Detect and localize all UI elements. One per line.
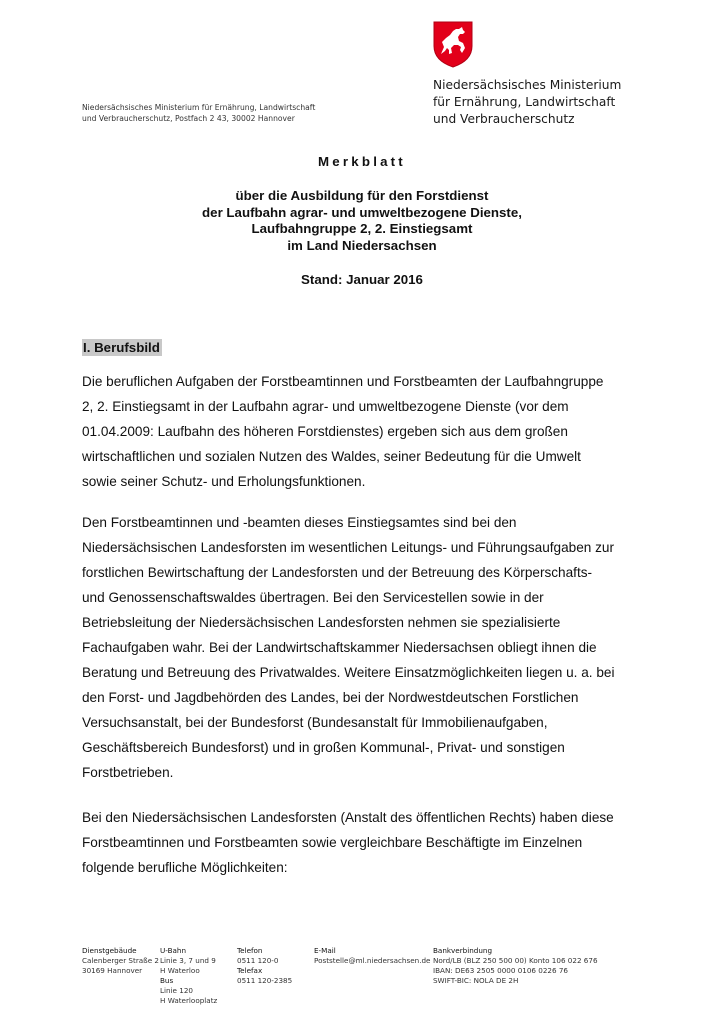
footer-heading: Bus	[160, 976, 174, 985]
sender-line: Niedersächsisches Ministerium für Ernährung, Landwirtschaft	[82, 103, 316, 112]
footer-line: SWIFT-BIC: NOLA DE 2H	[433, 976, 519, 985]
text-line: Geschäftsbereich Bundesforst) und in großen Kommunal-, Privat- und sonstigen	[82, 740, 565, 755]
footer-heading: Dienstgebäude	[82, 946, 137, 955]
text-line: Die beruflichen Aufgaben der Forstbeamtinnen und Forstbeamten der Laufbahngruppe	[82, 374, 604, 389]
document-title: Merkblatt	[318, 154, 406, 169]
ministry-line: für Ernährung, Landwirtschaft	[433, 95, 616, 109]
footer-building	[82, 946, 159, 976]
footer-line: Linie 3, 7 und 9	[160, 956, 216, 965]
ministry-name	[433, 77, 621, 128]
footer-line: IBAN: DE63 2505 0000 0106 0226 76	[433, 966, 569, 975]
paragraph	[82, 510, 662, 785]
footer-heading: Telefon	[237, 946, 263, 955]
text-line: folgende berufliche Möglichkeiten:	[82, 860, 288, 875]
footer-bank	[433, 946, 598, 986]
section-heading: I. Berufsbild	[83, 340, 160, 355]
text-line: Bei den Niedersächsischen Landesforsten (Anstalt des öffentlichen Rechts) haben diese	[82, 810, 614, 825]
footer-email	[314, 946, 430, 966]
text-line: Den Forstbeamtinnen und -beamten dieses Einstiegsamtes sind bei den	[82, 515, 517, 530]
subtitle-line: über die Ausbildung für den Forstdienst	[235, 188, 489, 203]
text-line: den Forst- und Jagdbehörden des Landes, bei der Nordwestdeutschen Forstlichen	[82, 690, 579, 705]
email-link[interactable]: Poststelle@ml.niedersachsen.de	[314, 956, 431, 965]
footer-heading: U-Bahn	[160, 946, 187, 955]
ministry-line: und Verbraucherschutz	[433, 112, 575, 126]
document-subtitle	[0, 188, 724, 254]
text-line: Fachaufgaben wahr. Bei der Landwirtschaftskammer Niedersachsen obliegt ihnen die	[82, 640, 597, 655]
footer-heading: E-Mail	[314, 946, 336, 955]
text-line: Beratung und Betreuung des Privatwaldes. Weitere Einsatzmöglichkeiten liegen u. a. bei	[82, 665, 615, 680]
footer-line: H Waterlooplatz	[160, 996, 218, 1005]
text-line: und Genossenschaftswaldes übertragen. Bei den Servicestellen sowie in der	[82, 590, 544, 605]
ministry-line: Niedersächsisches Ministerium	[433, 78, 622, 92]
footer-line: Nord/LB (BLZ 250 500 00) Konto 106 022 676	[433, 956, 598, 965]
footer-line: 0511 120-0	[237, 956, 279, 965]
sender-address	[82, 102, 315, 124]
footer-line: Linie 120	[160, 986, 193, 995]
text-line: Forstbetrieben.	[82, 765, 174, 780]
footer-line: 0511 120-2385	[237, 976, 293, 985]
footer-line: H Waterloo	[160, 966, 200, 975]
text-line: 01.04.2009: Laufbahn des höheren Forstdienstes) ergeben sich aus dem großen	[82, 424, 568, 439]
lower-saxony-horse-crest-icon	[432, 20, 474, 68]
paragraph	[82, 805, 662, 880]
text-line: Versuchsanstalt, bei der Bundesforst (Bundesanstalt für Immobilienaufgaben,	[82, 715, 548, 730]
footer-heading: Telefax	[237, 966, 263, 975]
subtitle-line: der Laufbahn agrar- und umweltbezogene Dienste,	[202, 204, 522, 220]
sender-line: und Verbraucherschutz, Postfach 2 43, 30002 Hannover	[82, 114, 295, 123]
text-line: Forstbeamtinnen und Forstbeamten sowie vergleichbare Beschäftigte im Einzelnen	[82, 835, 583, 850]
paragraph	[82, 369, 662, 494]
footer-heading: Bankverbindung	[433, 946, 493, 955]
footer-line: 30169 Hannover	[82, 966, 143, 975]
text-line: sowie seiner Schutz- und Erholungsfunktionen.	[82, 474, 366, 489]
text-line: 2, 2. Einstiegsamt in der Laufbahn agrar- und umweltbezogene Dienste (vor dem	[82, 399, 569, 414]
subtitle-line: Laufbahngruppe 2, 2. Einstiegsamt	[251, 221, 473, 236]
subtitle-line: im Land Niedersachsen	[287, 237, 437, 253]
footer-phone	[237, 946, 292, 986]
footer-transit	[160, 946, 217, 1006]
text-line: wirtschaftlichen und sozialen Nutzen des Waldes, seiner Bedeutung für die Umwelt	[82, 449, 581, 464]
document-date: Stand: Januar 2016	[301, 272, 423, 287]
text-line: forstlichen Bewirtschaftung der Landesforsten und der Betreuung des Körperschafts-	[82, 565, 593, 580]
text-line: Niedersächsischen Landesforsten im wesentlichen Leitungs- und Führungsaufgaben zur	[82, 540, 614, 555]
footer-line: Calenberger Straße 2	[82, 956, 159, 965]
text-line: Betriebsleitung der Niedersächsischen Landesforsten nehmen sie spezialisierte	[82, 615, 561, 630]
